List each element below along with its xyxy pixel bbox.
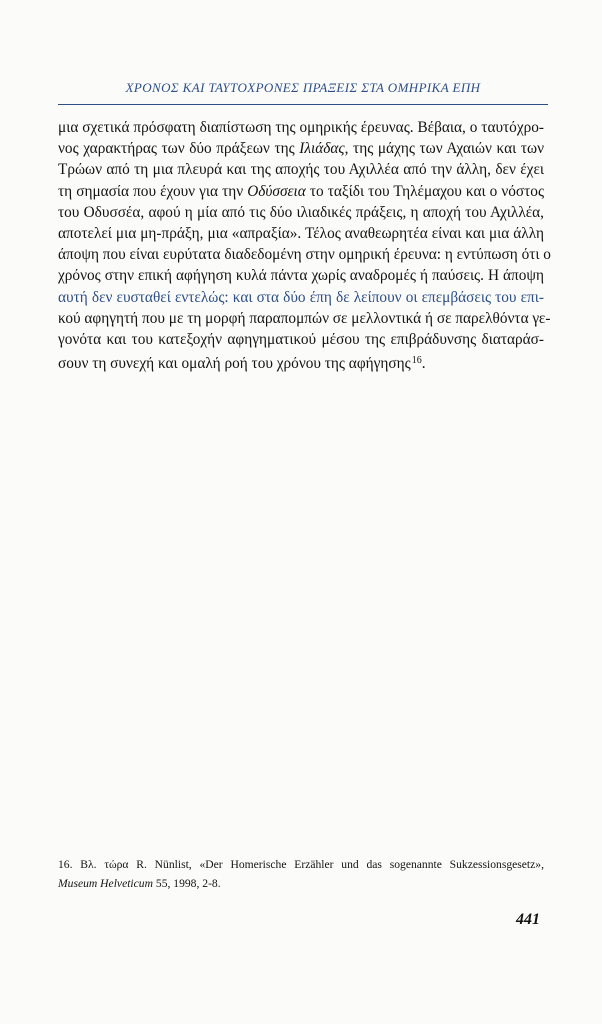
- body-line-7: άποψη που είναι ευρύτατα διαδεδομένη στην ομηρική έρευνα: η εντύπωση ότι ο: [58, 246, 551, 264]
- body-line-9: αυτή δεν ευσταθεί εντελώς: και στα δύο έπη δε λείπουν οι επεμβάσεις του επι-: [58, 288, 544, 306]
- footnote-citation: 55, 1998, 2-8.: [155, 877, 221, 890]
- body-line-12-text: σουν τη συνεχή και ομαλή ροή του χρόνου της αφήγησης: [58, 355, 411, 373]
- body-line-3: Τρώων από τη μια πλευρά και της αποχής του Αχιλλέα από την άλλη, δεν έχει: [58, 161, 544, 179]
- running-head: ΧΡΟΝΟΣ ΚΑΙ ΤΑΥΤΟΧΡΟΝΕΣ ΠΡΑΞΕΙΣ ΣΤΑ ΟΜΗΡΙΚΑ ΕΠΗ: [125, 80, 481, 95]
- footnote-marker: 16: [411, 355, 422, 367]
- body-line-4: [58, 181, 544, 202]
- body-line-12-end: .: [421, 355, 426, 373]
- body-line-10: κού αφηγητή που με τη μορφή παραπομπών σε μελλοντικά ή σε παρελθόντα γε-: [58, 309, 551, 327]
- iliad-title: Ιλιάδας: [299, 140, 345, 158]
- footnote: [58, 855, 544, 893]
- body-line-2: [58, 138, 544, 159]
- footnote-line-1: 16. Βλ. τώρα R. Nünlist, «Der Homerische Erzähler und das sogenannte Sukzessionsgesetz»,: [58, 858, 544, 871]
- journal-title: Museum Helveticum: [58, 877, 153, 890]
- body-line-4-end: το ταξίδι του Τηλέμαχου και ο νόστος: [309, 182, 544, 200]
- body-line-6: αποτελεί μια μη-πράξη, μια «απραξία». Τέλος αναθεωρητέα είναι και μια άλλη: [58, 225, 544, 243]
- page-number: 441: [516, 911, 540, 928]
- body-line-8: χρόνος στην επική αφήγηση κυλά πάντα χωρίς αναδρομές ή παύσεις. Η άποψη: [58, 267, 544, 285]
- odyssey-title: Οδύσσεια: [247, 182, 306, 200]
- header-divider: [58, 104, 548, 105]
- footnote-line-2: [58, 874, 544, 893]
- body-line-11: γονότα και του κατεξοχήν αφηγηματικού μέσου της επιβράδυνσης διαταράσ-: [58, 331, 544, 349]
- body-line-2-end: , της μάχης των Αχαιών και των: [344, 140, 544, 158]
- body-line-1: μια σχετικά πρόσφατη διαπίστωση της ομηρικής έρευνας. Βέβαια, ο ταυτόχρο-: [58, 119, 544, 136]
- body-line-2-start: νος χαρακτήρας των δύο πράξεων της: [58, 140, 295, 158]
- body-line-12: [58, 350, 544, 374]
- body-line-5: του Οδυσσέα, αφού η μία από τις δύο ιλιαδικές πράξεις, η αποχή του Αχιλλέα,: [58, 203, 544, 221]
- body-line-4-start: τη σημασία που έχουν για την: [58, 182, 244, 200]
- body-paragraph: [58, 117, 551, 374]
